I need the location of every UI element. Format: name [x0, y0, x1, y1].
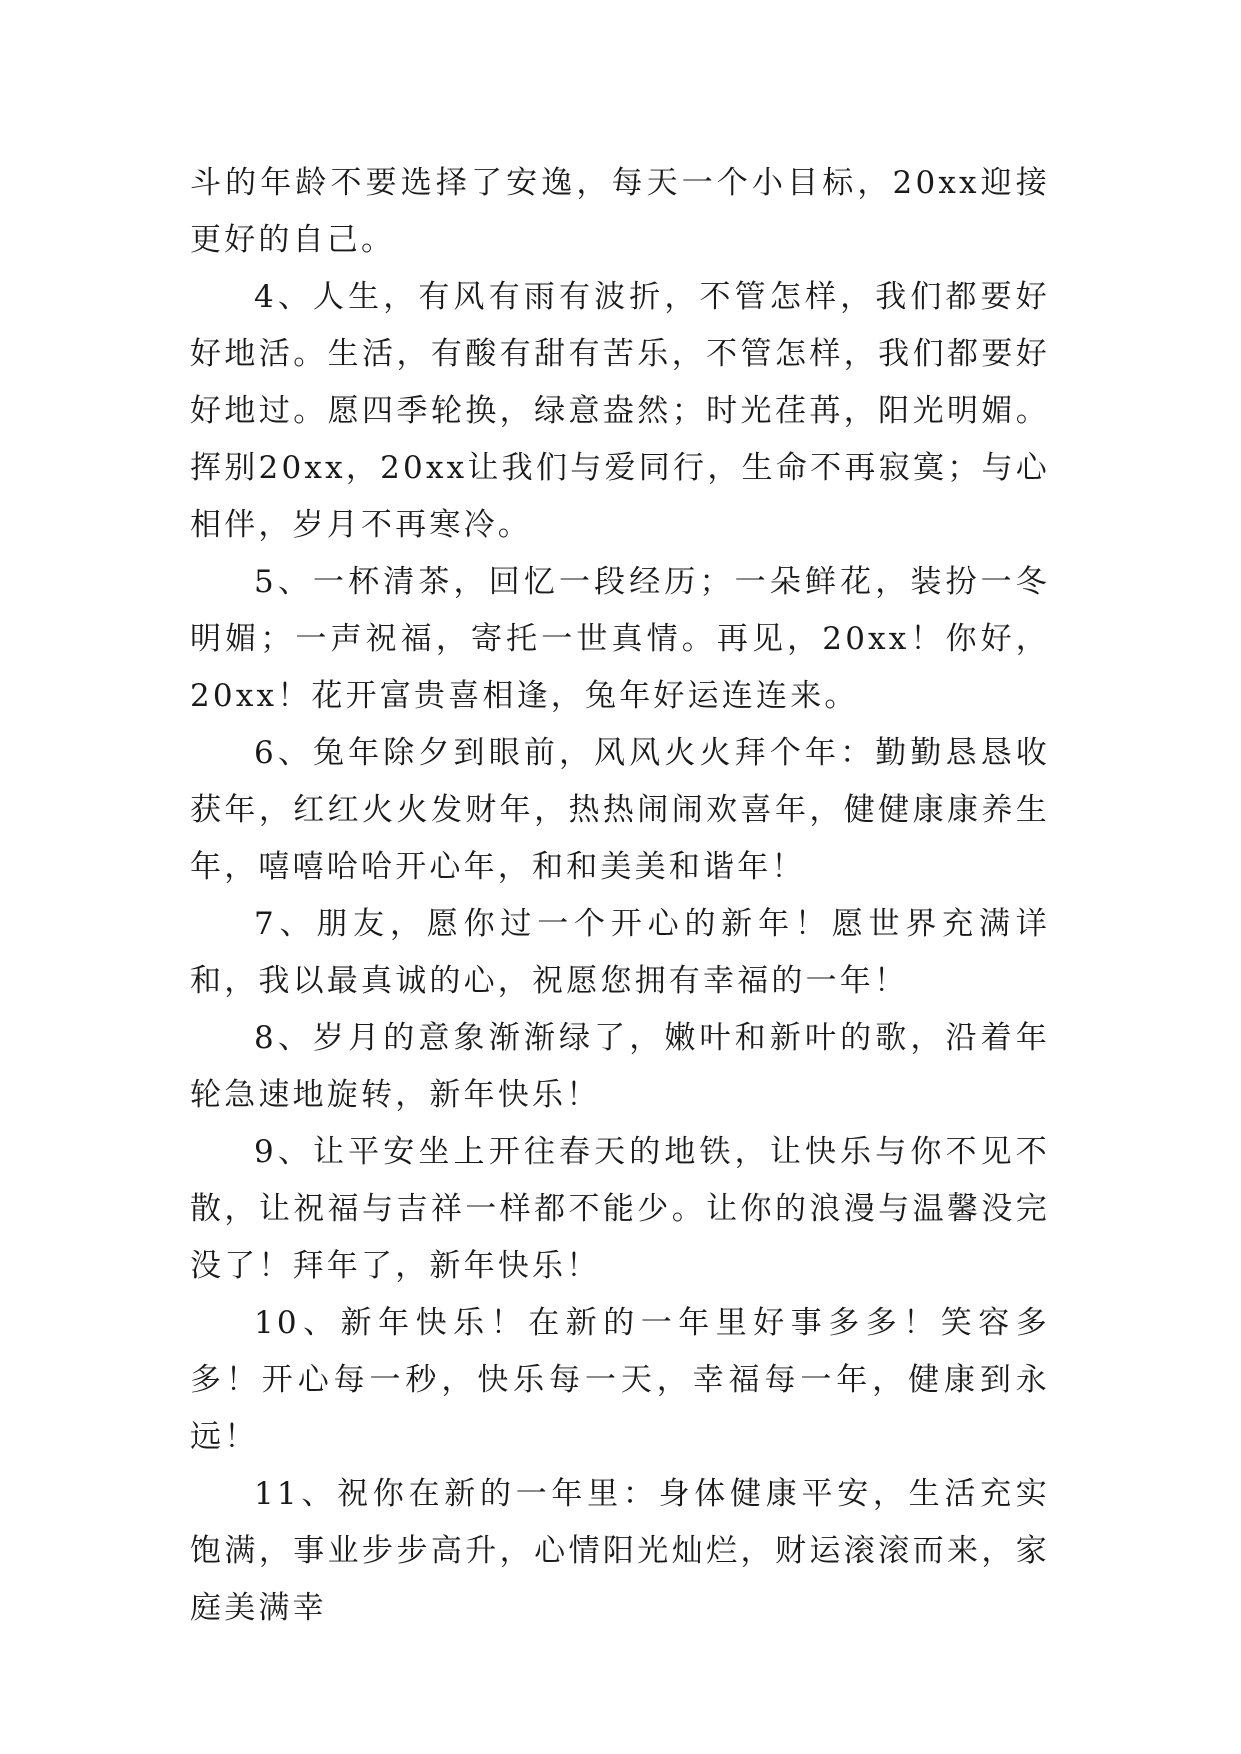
document-body [190, 155, 1050, 1637]
paragraph-3-continuation: 斗的年龄不要选择了安逸，每天一个小目标，20xx迎接更好的自己。 [190, 165, 1050, 258]
paragraph-4: 4、人生，有风有雨有波折，不管怎样，我们都要好好地活。生活，有酸有甜有苦乐，不管怎样，我们都要好好地过。愿四季轮换，绿意盎然；时光荏苒，阳光明媚。挥别20xx，20xx让我们与爱同行，生命不再寂寞；与心相伴，岁月不再寒冷。 [190, 279, 1050, 543]
paragraph-7: 7、朋友，愿你过一个开心的新年！愿世界充满详和，我以最真诚的心，祝愿您拥有幸福的一年！ [190, 906, 1050, 999]
paragraph-5: 5、一杯清茶，回忆一段经历；一朵鲜花，装扮一冬明媚；一声祝福，寄托一世真情。再见，20xx！你好，20xx！花开富贵喜相逢，兔年好运连连来。 [190, 564, 1050, 714]
paragraph-10: 10、新年快乐！在新的一年里好事多多！笑容多多！开心每一秒，快乐每一天，幸福每一年，健康到永远！ [190, 1305, 1050, 1455]
paragraph-6: 6、兔年除夕到眼前，风风火火拜个年：勤勤恳恳收获年，红红火火发财年，热热闹闹欢喜年，健健康康养生年，嘻嘻哈哈开心年，和和美美和谐年！ [190, 735, 1050, 885]
paragraph-9: 9、让平安坐上开往春天的地铁，让快乐与你不见不散，让祝福与吉祥一样都不能少。让你的浪漫与温馨没完没了！拜年了，新年快乐！ [190, 1134, 1050, 1284]
paragraph-11: 11、祝你在新的一年里：身体健康平安，生活充实饱满，事业步步高升，心情阳光灿烂，财运滚滚而来，家庭美满幸 [190, 1476, 1050, 1626]
paragraph-8: 8、岁月的意象渐渐绿了，嫩叶和新叶的歌，沿着年轮急速地旋转，新年快乐！ [190, 1020, 1050, 1113]
